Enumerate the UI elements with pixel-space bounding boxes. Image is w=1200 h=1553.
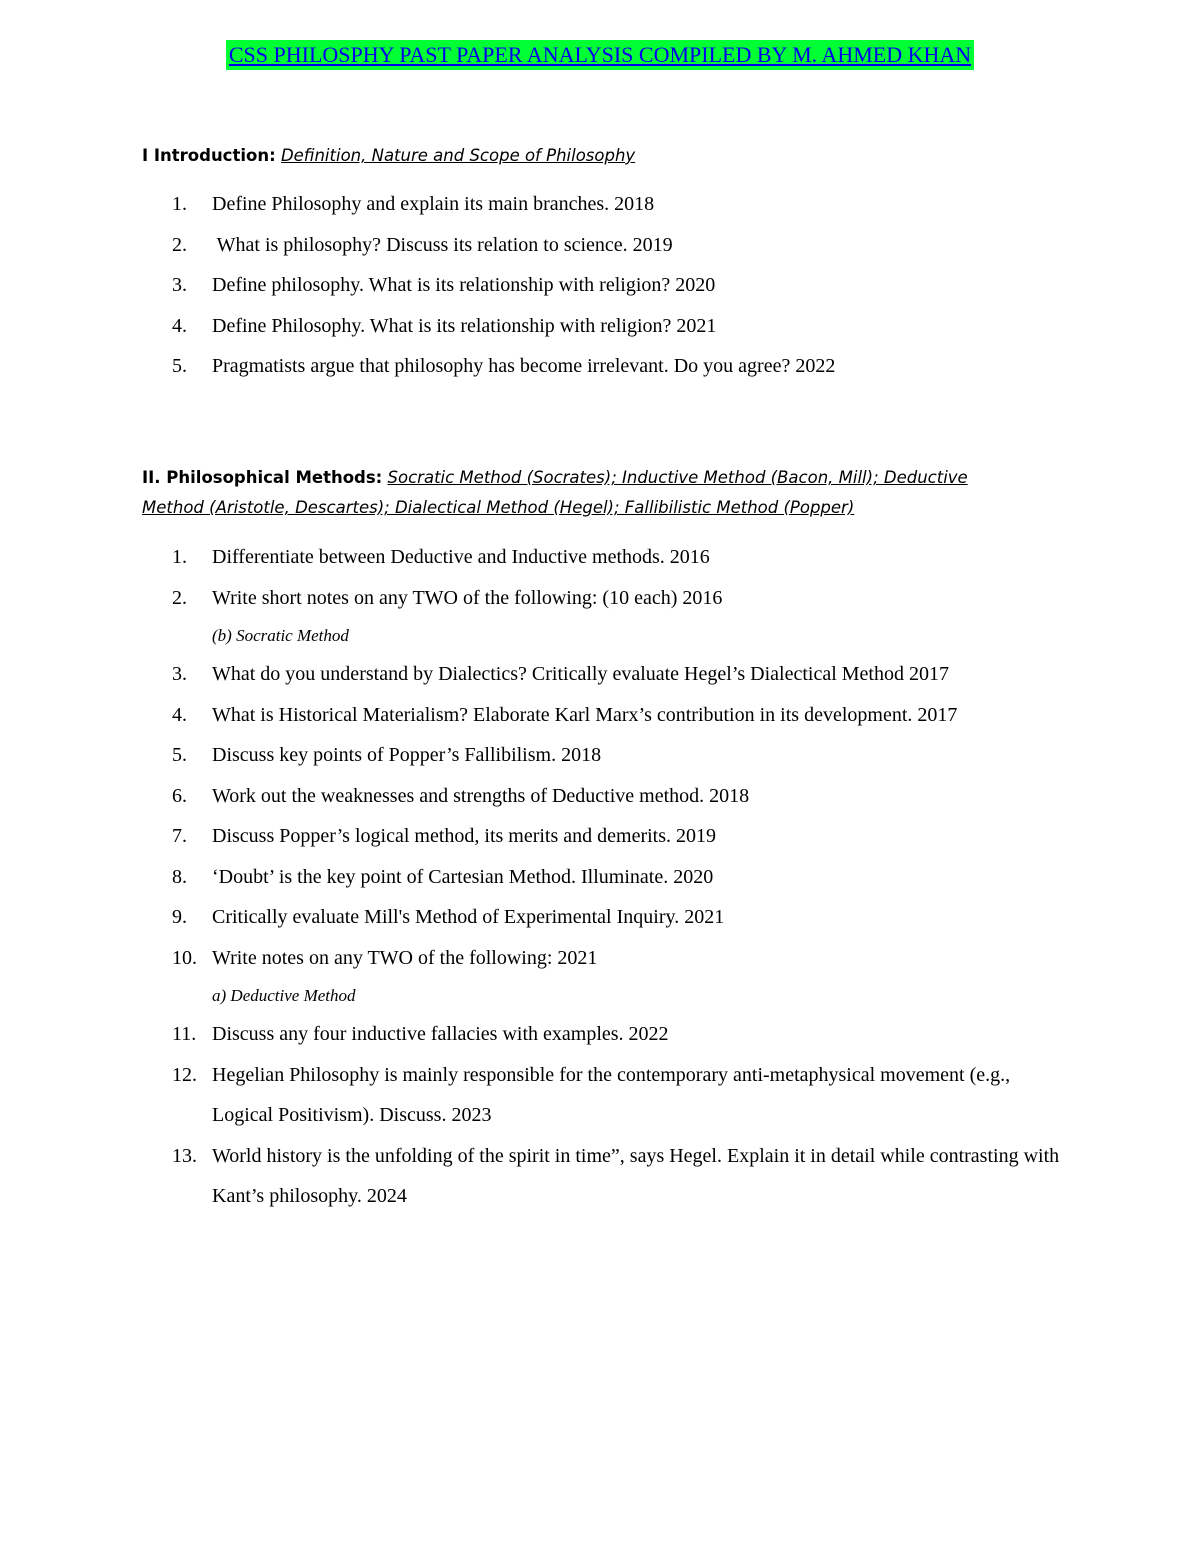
question-text: Define philosophy. What is its relationship with religion? 2020 [212,274,716,296]
sub-item [172,978,1072,1014]
item-number: 4. [172,314,187,337]
title-container [0,40,1200,70]
item-number: 12. [172,1063,197,1086]
list-item [172,776,1072,817]
item-number: 1. [172,546,187,568]
sub-item [172,618,1072,654]
list-item [172,735,1072,776]
item-number: 6. [172,784,187,807]
section-label: I Introduction: [142,146,276,165]
list-item [172,654,1072,695]
item-number: 5. [172,744,187,766]
question-text: ‘Doubt’ is the key point of Cartesian Method. Illuminate. 2020 [212,865,714,888]
question-text: Discuss any four inductive fallacies with examples. 2022 [212,1023,669,1045]
question-text: World history is the unfolding of the spirit in time”, says Hegel. Explain it in detail while contrasting with Kant’s philosophy. 2024 [212,1144,1060,1207]
list-item [172,897,1072,938]
list-item [172,265,1072,306]
item-number: 2. [172,233,187,256]
sub-item-text: (b) Socratic Method [212,626,349,645]
list-item [172,938,1072,979]
list-item [172,1136,1072,1217]
list-item [172,346,1072,387]
list-item [172,1055,1072,1136]
item-number: 11. [172,1023,197,1045]
list-item [172,1014,1072,1055]
question-text: Discuss Popper’s logical method, its merits and demerits. 2019 [212,825,717,847]
sub-item-text: a) Deductive Method [212,986,356,1005]
list-item [172,695,1072,736]
document-title: CSS PHILOSPHY PAST PAPER ANALYSIS COMPILED BY M. AHMED KHAN [226,40,974,70]
list-item [172,578,1072,619]
list-item [172,184,1072,225]
question-text: Differentiate between Deductive and Inductive methods. 2016 [212,546,710,568]
question-text: Pragmatists argue that philosophy has become irrelevant. Do you agree? 2022 [212,355,836,377]
question-list-methods [172,537,1072,1217]
item-number: 5. [172,355,187,377]
question-text: What is Historical Materialism? Elaborate Karl Marx’s contribution in its development. 2017 [212,703,958,726]
item-number: 1. [172,193,187,215]
item-number: 2. [172,586,187,609]
question-text: Write short notes on any TWO of the following: (10 each) 2016 [212,586,723,609]
section-topic: Socratic Method (Socrates); Inductive Method (Bacon, Mill); Deductive Method (Aristotle, Descartes); Dialectical Method (Hegel); Fallibilistic Method (Popper) [142,468,968,517]
section-heading-methods [142,463,1022,523]
question-text: Define Philosophy and explain its main branches. 2018 [212,193,655,215]
list-item [172,537,1072,578]
question-text: Discuss key points of Popper’s Fallibilism. 2018 [212,744,602,766]
item-number: 9. [172,906,187,928]
item-number: 8. [172,865,187,888]
item-number: 7. [172,825,187,847]
question-text: Work out the weaknesses and strengths of Deductive method. 2018 [212,784,750,807]
item-number: 4. [172,703,187,726]
question-text: Hegelian Philosophy is mainly responsible for the contemporary anti-metaphysical movement (e.g., Logical Positivism). Discuss. 2023 [212,1063,1011,1126]
item-number: 3. [172,274,187,296]
question-text: Critically evaluate Mill's Method of Experimental Inquiry. 2021 [212,906,725,928]
item-number: 3. [172,663,187,685]
list-item [172,306,1072,347]
question-text: What do you understand by Dialectics? Critically evaluate Hegel’s Dialectical Method 2017 [212,663,949,685]
section-heading-introduction [142,141,1022,171]
list-item [172,816,1072,857]
section-topic: Definition, Nature and Scope of Philosophy [280,146,636,165]
list-item [172,225,1072,266]
item-number: 13. [172,1144,197,1167]
question-text: What is philosophy? Discuss its relation to science. 2019 [212,233,673,256]
section-label: II. Philosophical Methods: [142,468,383,487]
question-text: Write notes on any TWO of the following: 2021 [212,946,598,969]
question-list-introduction [172,184,1072,387]
list-item [172,857,1072,898]
question-text: Define Philosophy. What is its relationship with religion? 2021 [212,314,717,337]
item-number: 10. [172,946,197,969]
